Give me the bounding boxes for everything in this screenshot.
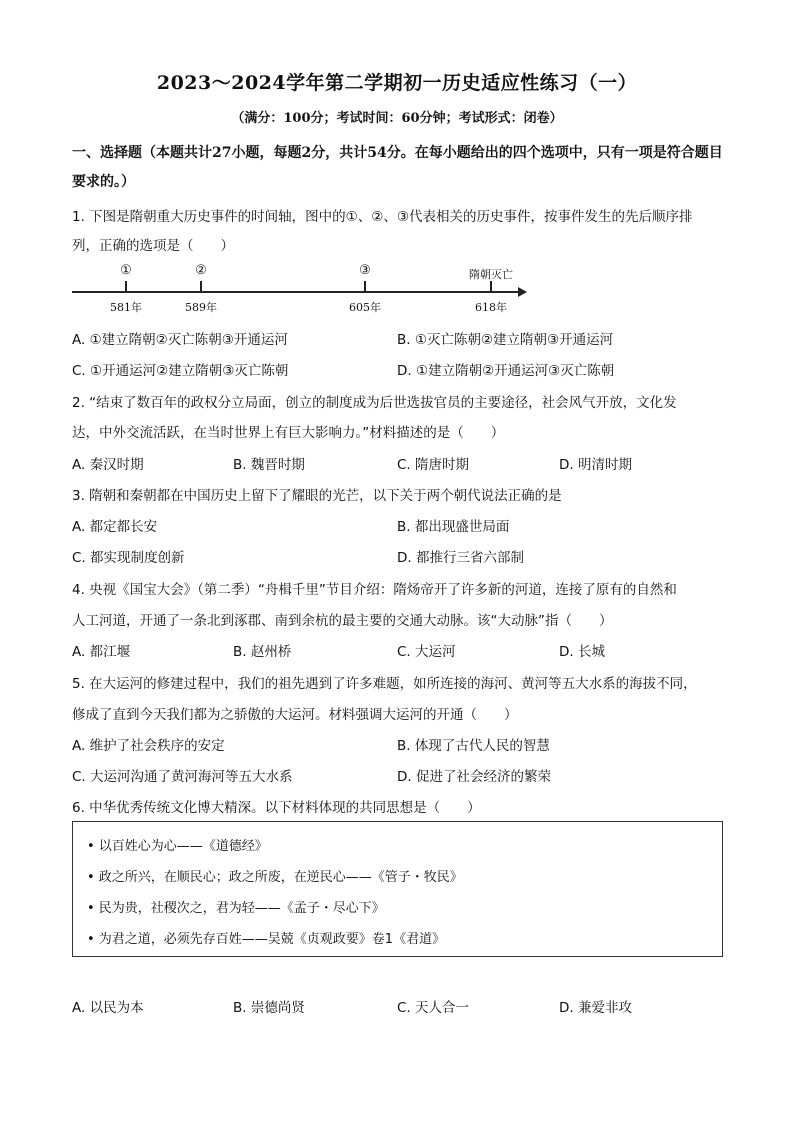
timeline-year-label: 581年 xyxy=(110,301,142,314)
q2-option-a: A. 秦汉时期 xyxy=(72,457,144,473)
q1-option-d: D. ①建立隋朝②开通运河③灭亡陈朝 xyxy=(397,363,615,379)
q5-option-d: D. 促进了社会经济的繁荣 xyxy=(397,769,551,785)
material-quote: • 政之所兴，在顺民心；政之所废，在逆民心——《管子・牧民》 xyxy=(87,870,463,885)
material-quote: • 以百姓心为心——《道德经》 xyxy=(87,839,268,854)
q6-option-b: B. 崇德尚贤 xyxy=(233,1000,305,1016)
q6-option-d: D. 兼爱非攻 xyxy=(559,1000,632,1016)
timeline-event-label: ① xyxy=(120,263,132,278)
q4-option-a: A. 都江堰 xyxy=(72,644,131,660)
timeline-year-label: 618年 xyxy=(475,301,507,314)
q3-option-c: C. 都实现制度创新 xyxy=(72,550,185,566)
q5-option-b: B. 体现了古代人民的智慧 xyxy=(397,738,550,754)
q4-option-d: D. 长城 xyxy=(559,644,605,660)
timeline-year-label: 605年 xyxy=(349,301,381,314)
q4-option-b: B. 赵州桥 xyxy=(233,644,292,660)
timeline-tick xyxy=(125,281,127,291)
material-quote: • 为君之道，必须先存百姓——吴兢《贞观政要》卷1《君道》 xyxy=(87,932,446,947)
q5-stem-line-2: 修成了直到今天我们都为之骄傲的大运河。材料强调大运河的开通（ ） xyxy=(72,707,518,723)
q6-option-a: A. 以民为本 xyxy=(72,1000,144,1016)
timeline-arrow-icon xyxy=(518,287,527,297)
q4-stem-line-1: 4. 央视《国宝大会》（第二季）“舟楫千里”节目介绍：隋炀帝开了许多新的河道，连接了原有的自然和 xyxy=(72,582,677,598)
q1-timeline xyxy=(72,263,542,323)
q3-option-b: B. 都出现盛世局面 xyxy=(397,519,510,535)
q2-option-c: C. 隋唐时期 xyxy=(397,457,470,473)
q5-stem-line-1: 5. 在大运河的修建过程中，我们的祖先遇到了许多难题，如所连接的海河、黄河等五大水系的海拔不同， xyxy=(72,676,697,692)
section-heading: 一、选择题（本题共计27小题，每题2分，共计54分。在每小题给出的四个选项中，只有一项是符合题目要求的。） xyxy=(72,145,723,190)
q6-stem-line-1: 6. 中华优秀传统文化博大精深。以下材料体现的共同思想是（ ） xyxy=(72,800,481,816)
q6-material-box xyxy=(72,821,723,957)
q5-option-c: C. 大运河沟通了黄河海河等五大水系 xyxy=(72,769,293,785)
exam-subtitle: （满分：100分；考试时间：60分钟；考试形式：闭卷） xyxy=(231,111,563,126)
q4-option-c: C. 大运河 xyxy=(397,644,456,660)
timeline-event-label: 隋朝灭亡 xyxy=(469,268,513,281)
q3-option-d: D. 都推行三省六部制 xyxy=(397,550,524,566)
timeline-event-label: ③ xyxy=(359,263,371,278)
timeline-event-label: ② xyxy=(195,263,207,278)
q1-option-a: A. ①建立隋朝②灭亡陈朝③开通运河 xyxy=(72,332,288,348)
q2-option-b: B. 魏晋时期 xyxy=(233,457,305,473)
timeline-axis xyxy=(72,291,520,293)
timeline-tick xyxy=(364,281,366,291)
q1-option-b: B. ①灭亡陈朝②建立隋朝③开通运河 xyxy=(397,332,614,348)
q2-option-d: D. 明清时期 xyxy=(559,457,632,473)
q1-option-c: C. ①开通运河②建立隋朝③灭亡陈朝 xyxy=(72,363,289,379)
q1-stem-line-2: 列，正确的选项是（ ） xyxy=(72,238,234,254)
timeline-tick xyxy=(200,281,202,291)
timeline-tick xyxy=(490,281,492,291)
q3-stem-line-1: 3. 隋朝和秦朝都在中国历史上留下了耀眼的光芒，以下关于两个朝代说法正确的是 xyxy=(72,488,562,504)
q5-option-a: A. 维护了社会秩序的安定 xyxy=(72,738,225,754)
q6-option-c: C. 天人合一 xyxy=(397,1000,470,1016)
q1-stem-line-1: 1. 下图是隋朝重大历史事件的时间轴，图中的①、②、③代表相关的历史事件，按事件发生的先后顺序排 xyxy=(72,209,693,225)
q3-option-a: A. 都定都长安 xyxy=(72,519,158,535)
q4-stem-line-2: 人工河道，开通了一条北到涿郡、南到余杭的最主要的交通大动脉。该“大动脉”指（ ） xyxy=(72,613,613,629)
exam-title: 2023～2024学年第二学期初一历史适应性练习（一） xyxy=(156,72,638,94)
q2-stem-line-2: 达，中外交流活跃，在当时世界上有巨大影响力。”材料描述的是（ ） xyxy=(72,425,505,441)
q2-stem-line-1: 2. “结束了数百年的政权分立局面，创立的制度成为后世选拔官员的主要途径，社会风气开放，文化发 xyxy=(72,395,677,411)
material-quote: • 民为贵，社稷次之，君为轻——《孟子・尽心下》 xyxy=(87,901,385,916)
timeline-year-label: 589年 xyxy=(185,301,217,314)
